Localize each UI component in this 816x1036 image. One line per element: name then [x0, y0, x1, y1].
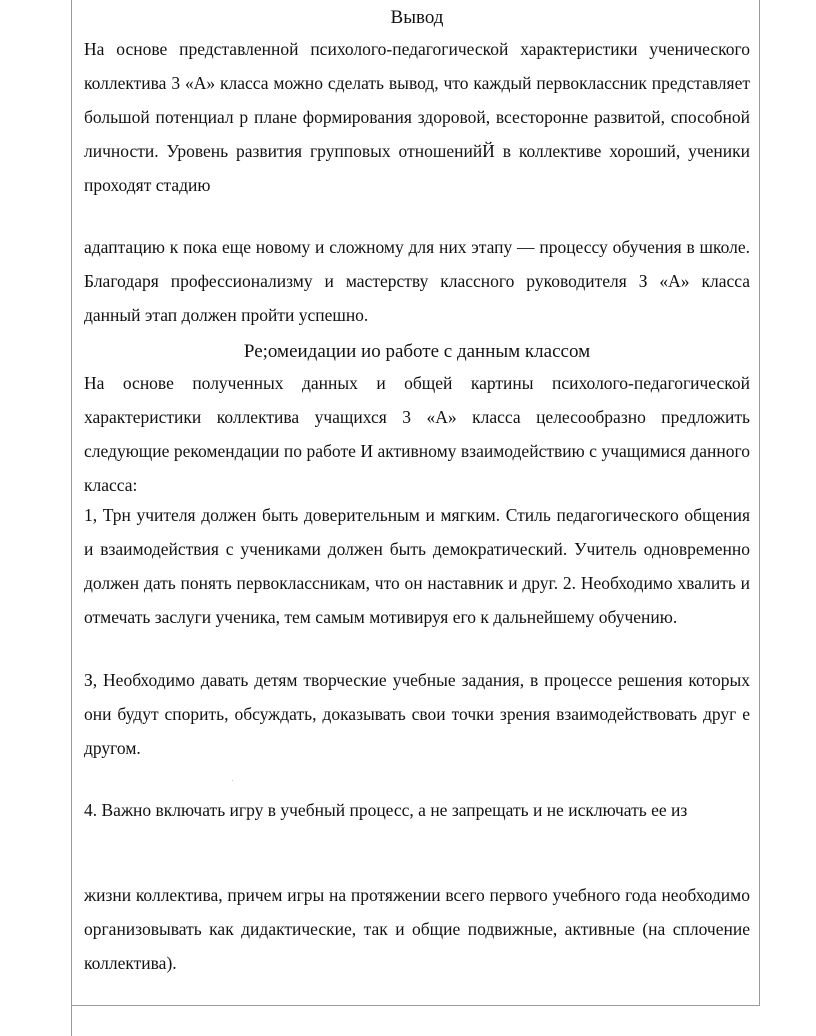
recommendations-intro: На основе полученных данных и общей картины психолого-педагогической характеристики коллектива учащихся 3 «А» класса целесообразно предложить следующие рекомендации по работе И активному взаимодействию с учащимися данного класса:: [84, 373, 750, 495]
recommendation-item-3: З, Необходимо давать детям творческие учебные задания, в процессе решения которых они будут спорить, обсуждать, доказывать свои точки зрения взаимодействовать друг е другом.: [84, 670, 750, 758]
recommendation-item-4-start: 4. Важно включать игру в учебный процесс, а не запрещать и не исключать ее из: [84, 800, 688, 820]
conclusion-heading: Вывод: [390, 7, 444, 28]
left-border-line: [71, 0, 72, 1036]
recommendations-heading: Ре;омеидации ио работе с данным классом: [243, 341, 591, 362]
conclusion-paragraph-2: адаптацию к пока еще новому и сложному для них этапу — процессу обучения в школе. Благодаря профессионализму и мастерству классного руководителя З «А» класса данный этап должен пройти успешно.: [84, 237, 750, 325]
recommendation-item-4-end: жизни коллектива, причем игры на протяжении всего первого учебного года необходимо организовывать как дидактические, так и общие подвижные, активные (на сплочение коллектива).: [84, 885, 750, 973]
right-border-line: [759, 0, 760, 1005]
recommendation-item-1-2: 1, Трн учителя должен быть доверительным и мягким. Стиль педагогического общения и взаимодействия с учениками должен быть демократический. Учитель одновременно должен дать понять первоклассникам, что он наставник и друг. 2. Необходимо хвалить и отмечать заслуги ученика, тем самым мотивируя его к дальнейшему обучению.: [84, 505, 750, 627]
scan-speck: [232, 780, 233, 781]
bottom-border-line: [71, 1005, 760, 1006]
conclusion-paragraph-1: На основе представленной психолого-педагогической характеристики ученического коллектива 3 «А» класса можно сделать вывод, что каждый первоклассник представляет большой потенциал р плане формирования здоровой, всесторонне развитой, способной личности. Уровень развития групповых отношенийЙ в коллективе хороший, ученики проходят стадию: [84, 39, 750, 195]
